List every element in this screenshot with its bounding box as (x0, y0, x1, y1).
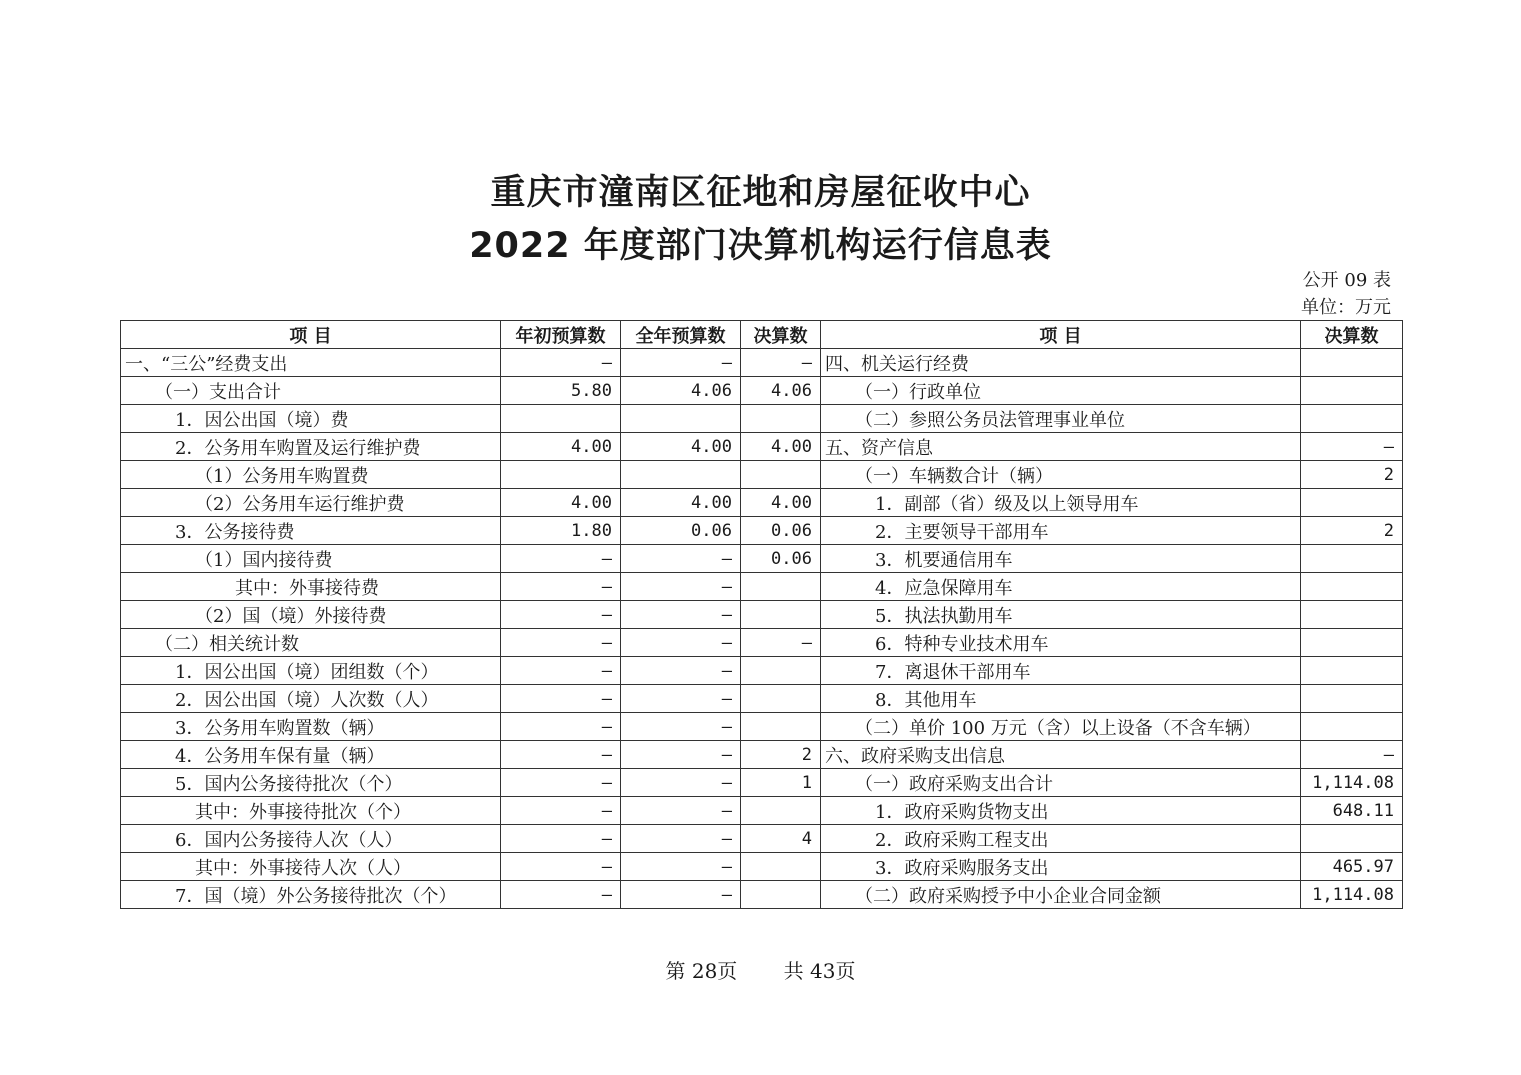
row-initial-budget: 5.80 (501, 377, 621, 405)
row-initial-budget: — (501, 713, 621, 741)
row-item-left: 1．因公出国（境）团组数（个） (121, 657, 501, 685)
unit-label: 单位：万元 (1301, 297, 1391, 318)
table-row (121, 517, 1403, 545)
row-item-right: 3．政府采购服务支出 (821, 853, 1301, 881)
row-final-account: 2 (741, 741, 821, 769)
row-item-left: 5．国内公务接待批次（个） (121, 769, 501, 797)
row-item-right: 5．执法执勤用车 (821, 601, 1301, 629)
row-full-year-budget: 4.06 (621, 377, 741, 405)
table-header-row (121, 321, 1403, 349)
row-final-account-right: — (1301, 433, 1403, 461)
table-row (121, 741, 1403, 769)
header-item-right: 项 目 (821, 321, 1301, 349)
row-final-account-right (1301, 349, 1403, 377)
row-final-account-right (1301, 377, 1403, 405)
row-final-account-right: 2 (1301, 517, 1403, 545)
row-item-right: 8．其他用车 (821, 685, 1301, 713)
row-initial-budget: 1.80 (501, 517, 621, 545)
row-initial-budget: — (501, 741, 621, 769)
row-item-right: （一）行政单位 (821, 377, 1301, 405)
table-row (121, 377, 1403, 405)
row-final-account-right (1301, 629, 1403, 657)
table-row (121, 853, 1403, 881)
page-title: 重庆市潼南区征地和房屋征收中心 (490, 173, 1031, 213)
row-initial-budget (501, 461, 621, 489)
table-row (121, 461, 1403, 489)
row-item-left: 其中：外事接待批次（个） (121, 797, 501, 825)
row-item-right: （二）参照公务员法管理事业单位 (821, 405, 1301, 433)
header-initial-budget: 年初预算数 (501, 321, 621, 349)
row-item-left: 6．国内公务接待人次（人） (121, 825, 501, 853)
row-final-account (741, 853, 821, 881)
table-row (121, 405, 1403, 433)
row-item-left: 1．因公出国（境）费 (121, 405, 501, 433)
row-full-year-budget: — (621, 797, 741, 825)
table-row (121, 573, 1403, 601)
row-item-right: 2．主要领导干部用车 (821, 517, 1301, 545)
page-total: 共 43页 (783, 959, 856, 983)
row-item-left: （2）公务用车运行维护费 (121, 489, 501, 517)
row-initial-budget: — (501, 545, 621, 573)
row-final-account-right: — (1301, 741, 1403, 769)
row-full-year-budget: — (621, 629, 741, 657)
info-table (120, 320, 1403, 909)
header-final-account-right: 决算数 (1301, 321, 1403, 349)
row-full-year-budget: — (621, 573, 741, 601)
row-final-account (741, 461, 821, 489)
row-item-right: 五、资产信息 (821, 433, 1301, 461)
row-item-left: 2．公务用车购置及运行维护费 (121, 433, 501, 461)
row-item-left: 2．因公出国（境）人次数（人） (121, 685, 501, 713)
page-number: 第 28页 (665, 959, 738, 983)
row-final-account (741, 713, 821, 741)
row-final-account-right (1301, 405, 1403, 433)
row-item-right: 六、政府采购支出信息 (821, 741, 1301, 769)
row-final-account-right (1301, 545, 1403, 573)
header-full-year-budget: 全年预算数 (621, 321, 741, 349)
row-final-account: 4.00 (741, 433, 821, 461)
row-initial-budget: — (501, 349, 621, 377)
table-row (121, 881, 1403, 909)
row-initial-budget: 4.00 (501, 489, 621, 517)
page-footer (0, 955, 1521, 984)
row-item-right: 3．机要通信用车 (821, 545, 1301, 573)
row-full-year-budget: — (621, 545, 741, 573)
row-final-account: 0.06 (741, 517, 821, 545)
row-full-year-budget: — (621, 853, 741, 881)
row-final-account-right: 1,114.08 (1301, 881, 1403, 909)
row-final-account-right: 465.97 (1301, 853, 1403, 881)
row-final-account-right (1301, 489, 1403, 517)
row-final-account: — (741, 629, 821, 657)
row-final-account: 4 (741, 825, 821, 853)
table-row (121, 433, 1403, 461)
row-item-right: （二）单价 100 万元（含）以上设备（不含车辆） (821, 713, 1301, 741)
row-full-year-budget: 0.06 (621, 517, 741, 545)
row-final-account-right: 1,114.08 (1301, 769, 1403, 797)
row-initial-budget: — (501, 853, 621, 881)
row-final-account-right (1301, 573, 1403, 601)
row-final-account (741, 881, 821, 909)
row-final-account (741, 601, 821, 629)
row-full-year-budget: — (621, 349, 741, 377)
row-initial-budget: — (501, 685, 621, 713)
table-row (121, 685, 1403, 713)
row-initial-budget: — (501, 825, 621, 853)
row-initial-budget: — (501, 629, 621, 657)
row-final-account-right: 648.11 (1301, 797, 1403, 825)
table-row (121, 825, 1403, 853)
row-final-account: — (741, 349, 821, 377)
row-initial-budget: — (501, 769, 621, 797)
row-final-account-right (1301, 825, 1403, 853)
row-final-account-right (1301, 685, 1403, 713)
table-row (121, 769, 1403, 797)
row-full-year-budget: 4.00 (621, 489, 741, 517)
row-final-account: 1 (741, 769, 821, 797)
table-row (121, 657, 1403, 685)
row-full-year-budget (621, 405, 741, 433)
row-full-year-budget (621, 461, 741, 489)
row-item-left: 7．国（境）外公务接待批次（个） (121, 881, 501, 909)
table-row (121, 349, 1403, 377)
row-final-account (741, 657, 821, 685)
header-final-account: 决算数 (741, 321, 821, 349)
header-item-left: 项 目 (121, 321, 501, 349)
row-item-right: 1．副部（省）级及以上领导用车 (821, 489, 1301, 517)
table-row (121, 797, 1403, 825)
row-item-right: 2．政府采购工程支出 (821, 825, 1301, 853)
row-full-year-budget: — (621, 601, 741, 629)
row-initial-budget: 4.00 (501, 433, 621, 461)
row-item-right: （二）政府采购授予中小企业合同金额 (821, 881, 1301, 909)
row-item-left: （二）相关统计数 (121, 629, 501, 657)
row-initial-budget: — (501, 881, 621, 909)
row-item-left: 4．公务用车保有量（辆） (121, 741, 501, 769)
row-final-account: 0.06 (741, 545, 821, 573)
row-item-left: （2）国（境）外接待费 (121, 601, 501, 629)
table-row (121, 601, 1403, 629)
row-full-year-budget: — (621, 741, 741, 769)
table-row (121, 629, 1403, 657)
row-item-left: （一）支出合计 (121, 377, 501, 405)
row-full-year-budget: — (621, 825, 741, 853)
table-row (121, 713, 1403, 741)
row-initial-budget: — (501, 797, 621, 825)
row-item-left: （1）国内接待费 (121, 545, 501, 573)
row-final-account (741, 685, 821, 713)
row-item-right: 4．应急保障用车 (821, 573, 1301, 601)
table-id: 公开 09 表 (1302, 270, 1391, 291)
row-item-right: 6．特种专业技术用车 (821, 629, 1301, 657)
row-final-account-right (1301, 657, 1403, 685)
row-final-account-right: 2 (1301, 461, 1403, 489)
row-item-right: 1．政府采购货物支出 (821, 797, 1301, 825)
row-final-account-right (1301, 713, 1403, 741)
row-item-left: 一、“三公”经费支出 (121, 349, 501, 377)
row-final-account (741, 405, 821, 433)
row-final-account-right (1301, 601, 1403, 629)
row-final-account (741, 797, 821, 825)
row-final-account: 4.00 (741, 489, 821, 517)
row-item-right: （一）车辆数合计（辆） (821, 461, 1301, 489)
page-subtitle: 2022 年度部门决算机构运行信息表 (469, 226, 1052, 266)
row-final-account: 4.06 (741, 377, 821, 405)
row-full-year-budget: 4.00 (621, 433, 741, 461)
row-initial-budget: — (501, 657, 621, 685)
row-full-year-budget: — (621, 881, 741, 909)
row-final-account (741, 573, 821, 601)
row-item-right: 7．离退休干部用车 (821, 657, 1301, 685)
table-row (121, 545, 1403, 573)
row-full-year-budget: — (621, 713, 741, 741)
row-item-left: （1）公务用车购置费 (121, 461, 501, 489)
row-initial-budget (501, 405, 621, 433)
row-item-left: 其中：外事接待人次（人） (121, 853, 501, 881)
row-full-year-budget: — (621, 657, 741, 685)
row-item-right: （一）政府采购支出合计 (821, 769, 1301, 797)
row-item-right: 四、机关运行经费 (821, 349, 1301, 377)
row-initial-budget: — (501, 573, 621, 601)
row-full-year-budget: — (621, 685, 741, 713)
table-row (121, 489, 1403, 517)
row-item-left: 3．公务用车购置数（辆） (121, 713, 501, 741)
row-initial-budget: — (501, 601, 621, 629)
row-item-left: 3．公务接待费 (121, 517, 501, 545)
row-full-year-budget: — (621, 769, 741, 797)
row-item-left: 其中：外事接待费 (121, 573, 501, 601)
